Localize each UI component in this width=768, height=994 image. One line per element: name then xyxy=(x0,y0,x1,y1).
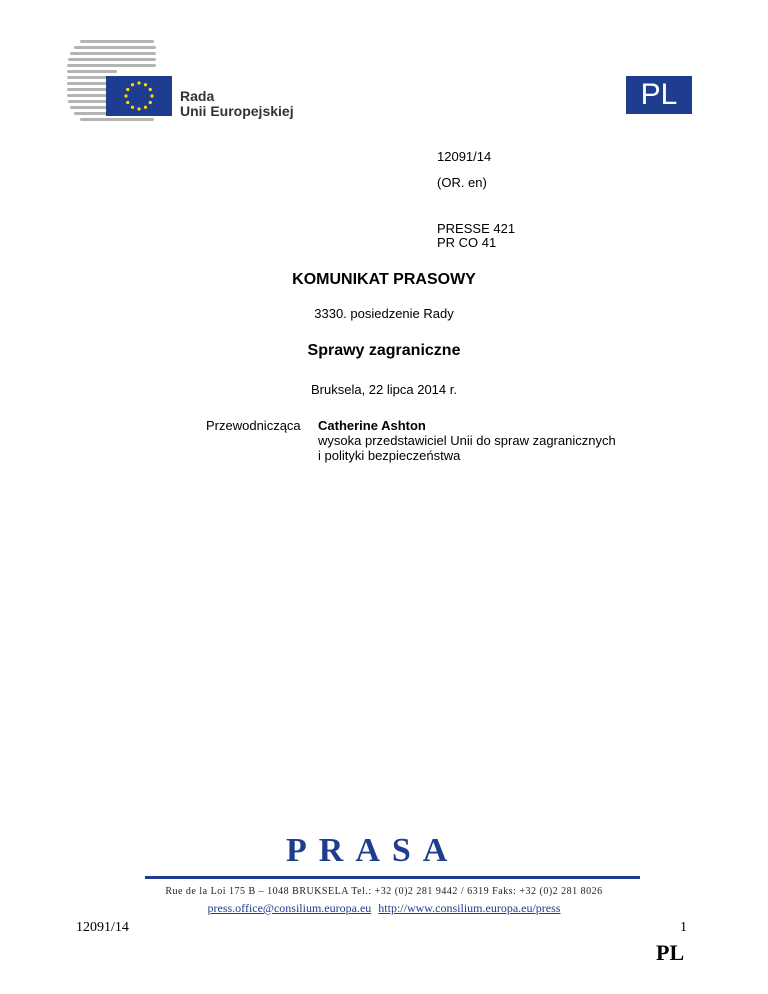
doc-number: 12091/14 xyxy=(437,149,492,164)
website-link[interactable]: http://www.consilium.europa.eu/press xyxy=(378,901,561,915)
prco-number: PR CO 41 xyxy=(437,235,497,250)
star-icon xyxy=(137,107,140,110)
star-icon xyxy=(131,83,134,86)
language-badge: PL xyxy=(626,76,692,114)
star-icon xyxy=(124,94,127,97)
presse-number: PRESSE 421 xyxy=(437,221,516,236)
star-icon xyxy=(126,101,129,104)
original-language: (OR. en) xyxy=(437,175,487,190)
council-logo xyxy=(66,36,176,122)
email-link[interactable]: press.office@consilium.europa.eu xyxy=(207,901,372,915)
press-divider xyxy=(145,876,640,879)
star-icon xyxy=(150,94,153,97)
contact-address: Rue de la Loi 175 B – 1048 BRUKSELA Tel.: +32 (0)2 281 9442 / 6319 Faks: +32 (0)2 281 8026 xyxy=(165,886,603,897)
chair-label: Przewodnicząca xyxy=(206,418,301,433)
chair-role-line1: wysoka przedstawiciel Unii do spraw zagranicznych xyxy=(318,433,616,448)
chair-role-line2: i polityki bezpieczeństwa xyxy=(318,448,461,463)
contact-links xyxy=(0,901,768,916)
eu-flag-icon xyxy=(106,76,172,116)
footer-doc-code: 12091/14 xyxy=(76,920,129,935)
press-wordmark: PRASA xyxy=(286,832,460,869)
footer-language: PL xyxy=(656,940,685,965)
star-icon xyxy=(126,88,129,91)
star-icon xyxy=(144,106,147,109)
star-icon xyxy=(137,81,140,84)
star-icon xyxy=(131,106,134,109)
page-title: KOMUNIKAT PRASOWY xyxy=(292,271,476,288)
org-name-line2: Unii Europejskiej xyxy=(180,103,294,119)
meeting-number: 3330. posiedzenie Rady xyxy=(314,306,454,321)
star-icon xyxy=(144,83,147,86)
org-name-line1: Rada xyxy=(180,88,215,104)
topic-heading: Sprawy zagraniczne xyxy=(307,342,461,359)
star-icon xyxy=(149,101,152,104)
page-number: 1 xyxy=(680,920,687,935)
star-icon xyxy=(149,88,152,91)
chair-name: Catherine Ashton xyxy=(318,418,426,433)
place-date: Bruksela, 22 lipca 2014 r. xyxy=(311,382,457,397)
